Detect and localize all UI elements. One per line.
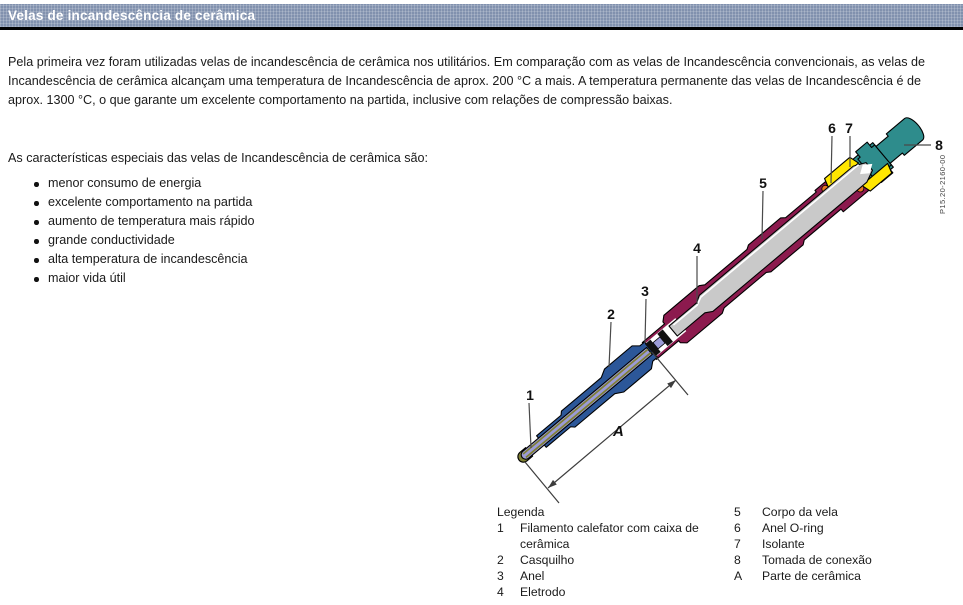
legend-key: 1 (497, 521, 504, 535)
legend-key: 5 (734, 505, 741, 519)
legend-label: Anel (520, 569, 545, 583)
callout-number-6: 6 (828, 120, 836, 136)
list-item-text: maior vida útil (48, 271, 126, 285)
heater-filament (514, 329, 673, 466)
callout-number-8: 8 (935, 137, 943, 153)
list-item (8, 174, 483, 193)
section-title-bar (0, 4, 963, 27)
filament-core (519, 347, 652, 461)
filament-stripe (525, 352, 651, 458)
legend-label: Corpo da vela (762, 505, 838, 519)
list-item (8, 269, 483, 288)
callout-number-3: 3 (641, 283, 649, 299)
legend-row (497, 584, 733, 600)
legend-key: 2 (497, 553, 504, 567)
list-item-text: alta temperatura de incandescência (48, 252, 248, 266)
callout-line-3 (645, 299, 646, 343)
title-divider (0, 27, 963, 30)
figure-code: P15.20-2160-00 (938, 154, 947, 214)
legend-title: Legenda (497, 505, 545, 519)
list-item (8, 193, 483, 212)
callout-number-7: 7 (845, 120, 853, 136)
list-item-text: excelente comportamento na partida (48, 195, 253, 209)
intro-paragraph: Pela primeira vez foram utilizadas velas de incandescência de cerâmica nos utilitários. Em comparação com as velas de Incandescência convencionais, as velas de Incandescência de cerâmica alcançam uma temperatura de Incandescência de aprox. 200 °C a mais. A temperatura permanente das velas de Incandescência é de aprox. 1300 °C, o que garante um excelente comportamento na partida, inclusive com relações de compressão baixas. (8, 55, 926, 107)
list-item (8, 231, 483, 250)
list-item-text: aumento de temperatura mais rápido (48, 214, 255, 228)
legend-key: 7 (734, 537, 741, 551)
features-list (8, 174, 483, 288)
callout-number-1: 1 (526, 387, 534, 403)
legend-key: A (734, 569, 743, 583)
callout-line-2 (609, 322, 611, 367)
legend-row (497, 568, 733, 584)
callout-number-2: 2 (607, 306, 615, 322)
page-title: Velas de incandescência de cerâmica (8, 8, 256, 23)
filament-stripe (523, 349, 649, 455)
legend-row (734, 536, 960, 552)
legend-label: Casquilho (520, 553, 575, 567)
legend-column-2 (734, 504, 960, 584)
legend-label: Anel O-ring (762, 521, 824, 535)
features-block (8, 150, 483, 288)
legend-key: 3 (497, 569, 504, 583)
legend-label: Isolante (762, 537, 805, 551)
legend-row (497, 520, 733, 552)
legend-row (497, 552, 733, 568)
list-item-text: grande conductividade (48, 233, 175, 247)
legend-key: 4 (497, 585, 504, 599)
legend-label: Filamento calefator com caixa de cerâmica (520, 521, 699, 551)
list-item-text: menor consumo de energia (48, 176, 202, 190)
callout-number-5: 5 (759, 175, 767, 191)
legend-row (734, 504, 960, 520)
dimension-label: A (613, 423, 624, 440)
callout-line-5 (762, 191, 763, 239)
legend-key: 8 (734, 553, 741, 567)
legend-row (734, 552, 960, 568)
legend-label: Eletrodo (520, 585, 566, 599)
legend-row (734, 520, 960, 536)
legend-label: Parte de cerâmica (762, 569, 861, 583)
glow-plug-diagram (495, 110, 963, 512)
legend-key: 6 (734, 521, 741, 535)
list-item (8, 250, 483, 269)
callout-line-1 (529, 403, 531, 448)
features-heading: As características especiais das velas de Incandescência de cerâmica são: (8, 151, 429, 165)
legend-row (734, 568, 960, 584)
glow-plug-assembly (506, 110, 931, 476)
list-item (8, 212, 483, 231)
callout-number-4: 4 (693, 240, 701, 256)
dimension-extension-line (652, 352, 688, 395)
legend-column-1 (497, 504, 733, 600)
legend-label: Tomada de conexão (762, 553, 872, 567)
